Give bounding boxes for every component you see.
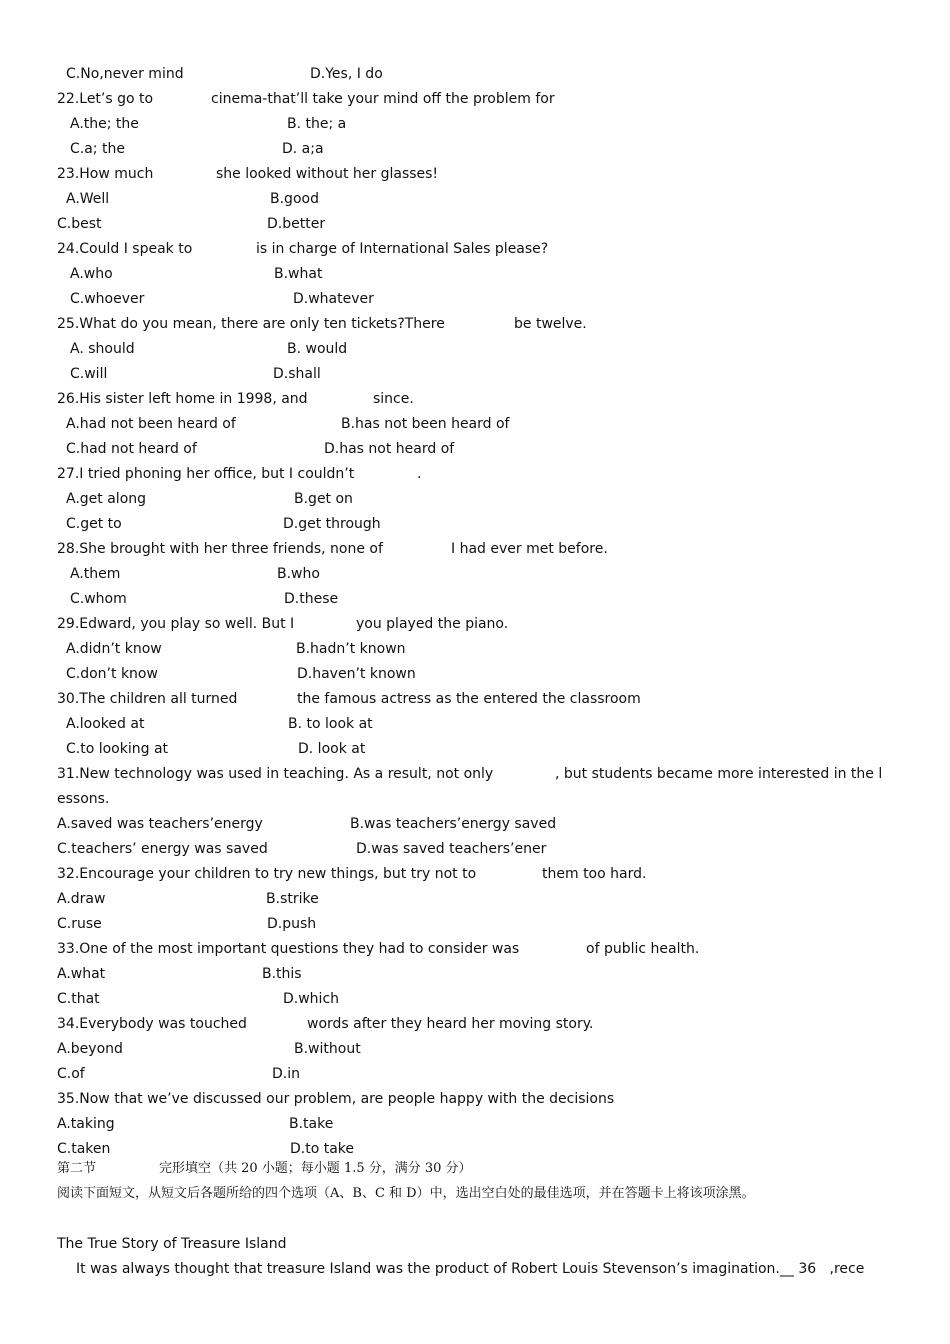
q22-option-a: A.the; the	[70, 116, 139, 132]
q25-option-b: B. would	[287, 341, 348, 357]
q28-option-d: D.these	[284, 591, 339, 607]
q32-stem-part1: 32.Encourage your children to try new things, but try not to	[57, 866, 477, 882]
q33-option-a: A.what	[57, 966, 106, 982]
q35-option-b: B.take	[289, 1116, 334, 1132]
q27-stem-part1: 27.I tried phoning her office, but I couldn’t	[57, 466, 355, 482]
q35-stem: 35.Now that we’ve discussed our problem, are people happy with the decisions	[57, 1091, 615, 1107]
q26-option-a: A.had not been heard of	[66, 416, 236, 432]
q34-option-d: D.in	[272, 1066, 300, 1082]
q23-option-c: C.best	[57, 216, 102, 232]
q33-stem-part2: of public health.	[586, 941, 700, 957]
q29-option-a: A.didn’t know	[66, 641, 162, 657]
passage-title: The True Story of Treasure Island	[57, 1236, 287, 1252]
q24-stem-part2: is in charge of International Sales please?	[256, 241, 549, 257]
q23-option-d: D.better	[267, 216, 326, 232]
q26-stem-part1: 26.His sister left home in 1998, and	[57, 391, 308, 407]
q28-option-a: A.them	[70, 566, 121, 582]
q35-option-d: D.to take	[290, 1141, 355, 1157]
q34-stem-part1: 34.Everybody was touched	[57, 1016, 247, 1032]
q31-stem-part1: 31.New technology was used in teaching. As a result, not only	[57, 766, 494, 782]
q30-option-d: D. look at	[298, 741, 366, 757]
q26-option-d: D.has not heard of	[324, 441, 455, 457]
q29-option-c: C.don’t know	[66, 666, 158, 682]
q26-option-b: B.has not been heard of	[341, 416, 510, 432]
q29-option-d: D.haven’t known	[297, 666, 416, 682]
q30-stem-part2: the famous actress as the entered the classroom	[297, 691, 641, 707]
q24-option-a: A.who	[70, 266, 113, 282]
q35-option-a: A.taking	[57, 1116, 115, 1132]
q26-option-c: C.had not heard of	[66, 441, 197, 457]
q33-option-c: C.that	[57, 991, 100, 1007]
q27-stem-part2: .	[417, 466, 422, 482]
q33-stem-part1: 33.One of the most important questions they had to consider was	[57, 941, 520, 957]
section-instructions: 阅读下面短文，从短文后各题所给的四个选项（A、B、C 和 D）中，选出空白处的最佳选项，并在答题卡上将该项涂黑。	[57, 1186, 755, 1201]
q33-option-d: D.which	[283, 991, 340, 1007]
q30-option-a: A.looked at	[66, 716, 145, 732]
q31-option-a: A.saved was teachers’energy	[57, 816, 263, 832]
q29-stem-part2: you played the piano.	[356, 616, 509, 632]
q29-option-b: B.hadn’t known	[296, 641, 406, 657]
q31-option-d: D.was saved teachers’ener	[356, 841, 547, 857]
q23-option-a: A.Well	[66, 191, 110, 207]
q30-option-c: C.to looking at	[66, 741, 169, 757]
q22-option-b: B. the; a	[287, 116, 347, 132]
q35-option-c: C.taken	[57, 1141, 111, 1157]
q25-stem-part1: 25.What do you mean, there are only ten tickets?There	[57, 316, 445, 332]
q22-stem-part1: 22.Let’s go to	[57, 91, 154, 107]
q34-option-c: C.of	[57, 1066, 85, 1082]
q27-option-b: B.get on	[294, 491, 353, 507]
q27-option-a: A.get along	[66, 491, 147, 507]
q34-stem-part2: words after they heard her moving story.	[307, 1016, 594, 1032]
q24-stem-part1: 24.Could I speak to	[57, 241, 193, 257]
q25-option-a: A. should	[70, 341, 135, 357]
q23-stem-part1: 23.How much	[57, 166, 154, 182]
q34-option-a: A.beyond	[57, 1041, 123, 1057]
q34-option-b: B.without	[294, 1041, 361, 1057]
q28-stem-part1: 28.She brought with her three friends, none of	[57, 541, 383, 557]
q31-option-c: C.teachers’ energy was saved	[57, 841, 268, 857]
q28-stem-part2: I had ever met before.	[451, 541, 608, 557]
q21-option-c: C.No,never mind	[66, 66, 184, 82]
q28-option-b: B.who	[277, 566, 320, 582]
section-title: 完形填空（共 20 小题；每小题 1.5 分，满分 30 分）	[159, 1161, 472, 1176]
q27-option-c: C.get to	[66, 516, 122, 532]
q23-stem-part2: she looked without her glasses!	[216, 166, 439, 182]
passage-first-line: It was always thought that treasure Island was the product of Robert Louis Stevenson’s imagination.__ 36 ,rece	[76, 1261, 865, 1277]
q31-option-b: B.was teachers’energy saved	[350, 816, 557, 832]
q32-option-c: C.ruse	[57, 916, 102, 932]
q32-stem-part2: them too hard.	[542, 866, 647, 882]
q31-stem-part3: essons.	[57, 791, 110, 807]
q24-option-b: B.what	[274, 266, 323, 282]
q33-option-b: B.this	[262, 966, 302, 982]
q25-stem-part2: be twelve.	[514, 316, 587, 332]
q26-stem-part2: since.	[373, 391, 414, 407]
q25-option-c: C.will	[70, 366, 108, 382]
q30-option-b: B. to look at	[288, 716, 373, 732]
q22-option-d: D. a;a	[282, 141, 324, 157]
q27-option-d: D.get through	[283, 516, 381, 532]
q28-option-c: C.whom	[70, 591, 127, 607]
q31-stem-part2: , but students became more interested in the l	[555, 766, 883, 782]
section-label: 第二节	[57, 1161, 97, 1176]
q30-stem-part1: 30.The children all turned	[57, 691, 238, 707]
q29-stem-part1: 29.Edward, you play so well. But I	[57, 616, 295, 632]
q24-option-d: D.whatever	[293, 291, 374, 307]
q22-stem-part2: cinema-that’ll take your mind off the problem for	[211, 91, 555, 107]
q32-option-a: A.draw	[57, 891, 106, 907]
q21-option-d: D.Yes, I do	[310, 66, 383, 82]
q23-option-b: B.good	[270, 191, 319, 207]
q32-option-d: D.push	[267, 916, 317, 932]
q24-option-c: C.whoever	[70, 291, 145, 307]
q32-option-b: B.strike	[266, 891, 319, 907]
q22-option-c: C.a; the	[70, 141, 125, 157]
q25-option-d: D.shall	[273, 366, 321, 382]
